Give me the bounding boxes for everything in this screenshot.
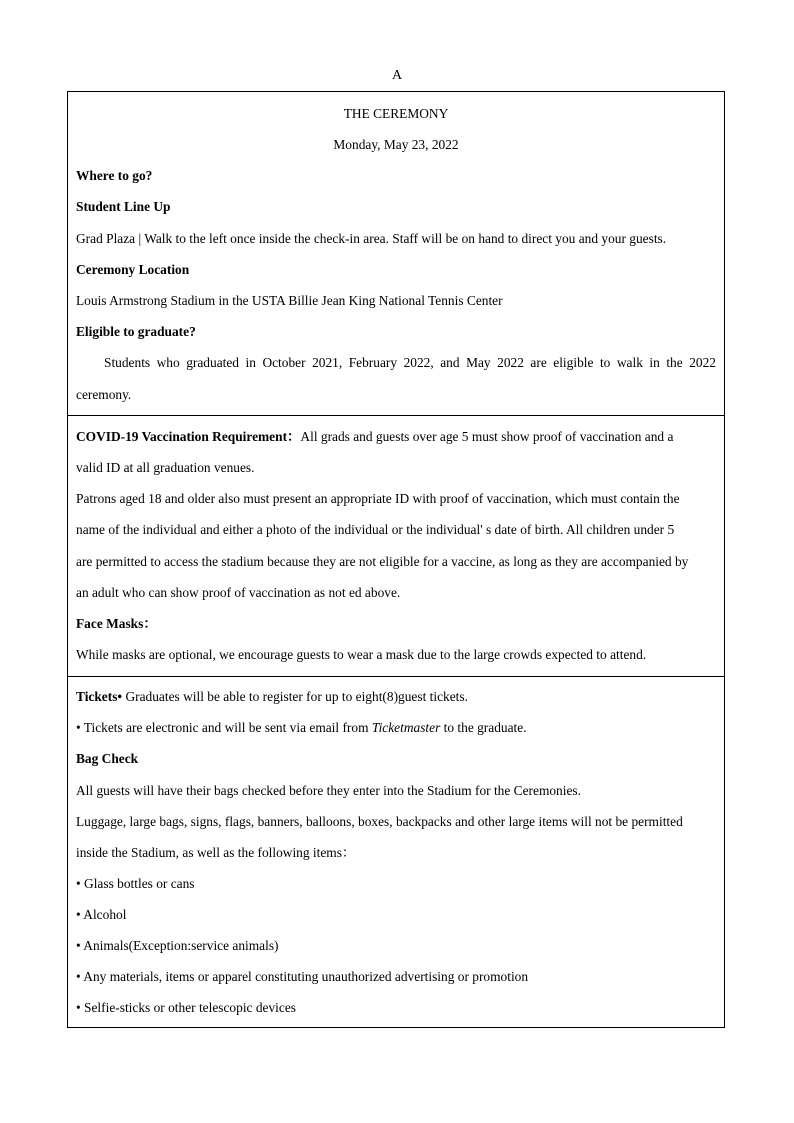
luggage-line-2: inside the Stadium, as well as the following items： bbox=[76, 845, 356, 860]
patrons-line-4: an adult who can show proof of vaccination as not ed above. bbox=[76, 585, 401, 600]
covid-text: All grads and guests over age 5 must show proof of vaccination and a bbox=[300, 429, 674, 444]
tickets-line bbox=[76, 687, 716, 707]
ceremony-location-text: Louis Armstrong Stadium in the USTA Billie Jean King National Tennis Center bbox=[76, 293, 503, 308]
ceremony-title: THE CEREMONY bbox=[343, 106, 449, 121]
face-masks-heading: Face Masks： bbox=[76, 616, 157, 631]
student-line-up-text: Grad Plaza | Walk to the left once inside the check-in area. Staff will be on hand to direct you and your guests. bbox=[76, 231, 667, 246]
prohibited-item: • Animals(Exception:service animals) bbox=[76, 938, 279, 953]
patrons-line-2: name of the individual and either a photo of the individual or the individual' s date of birth. All children under 5 bbox=[76, 522, 675, 537]
ceremony-location-heading: Ceremony Location bbox=[76, 262, 190, 277]
bag-check-text: All guests will have their bags checked before they enter into the Stadium for the Ceremonies. bbox=[76, 783, 581, 798]
tickets-section bbox=[68, 676, 724, 1029]
luggage-line-1: Luggage, large bags, signs, flags, banners, balloons, boxes, backpacks and other large items will not be permitted bbox=[76, 814, 683, 829]
eligible-text-line-2: ceremony. bbox=[76, 387, 132, 402]
eligible-text-line-1: Students who graduated in October 2021, February 2022, and May 2022 are eligible to walk in the 2022 bbox=[104, 355, 716, 370]
tickets-heading: Tickets bbox=[76, 689, 118, 704]
covid-text-line-2: valid ID at all graduation venues. bbox=[76, 460, 255, 475]
tickets-electronic-text: • Tickets are electronic and will be sent via email from bbox=[76, 720, 372, 735]
ceremony-section bbox=[68, 92, 724, 415]
tickets-bullet: • bbox=[117, 689, 123, 704]
student-line-up-heading: Student Line Up bbox=[76, 199, 171, 214]
covid-line-1 bbox=[76, 427, 716, 447]
where-to-go-heading: Where to go? bbox=[76, 168, 153, 183]
tickets-electronic-end: to the graduate. bbox=[440, 720, 527, 735]
patrons-line-3: are permitted to access the stadium because they are not eligible for a vaccine, as long as they are accompanied by bbox=[76, 554, 689, 569]
ceremony-date: Monday, May 23, 2022 bbox=[333, 137, 459, 152]
tickets-text: Graduates will be able to register for up to eight(8)guest tickets. bbox=[122, 689, 468, 704]
face-masks-text: While masks are optional, we encourage guests to wear a mask due to the large crowds expected to attend. bbox=[76, 647, 647, 662]
covid-heading: COVID-19 Vaccination Requirement： bbox=[76, 429, 301, 444]
prohibited-item: • Any materials, items or apparel constituting unauthorized advertising or promotion bbox=[76, 969, 529, 984]
eligible-heading: Eligible to graduate? bbox=[76, 324, 196, 339]
ticketmaster-text: Ticketmaster bbox=[371, 720, 441, 735]
bag-check-heading: Bag Check bbox=[76, 751, 139, 766]
patrons-line-1: Patrons aged 18 and older also must present an appropriate ID with proof of vaccination, which must contain the bbox=[76, 491, 680, 506]
page-label: A bbox=[391, 68, 403, 83]
tickets-electronic-line bbox=[76, 718, 716, 738]
prohibited-item: • Selfie-sticks or other telescopic devices bbox=[76, 1000, 296, 1015]
prohibited-item: • Glass bottles or cans bbox=[76, 876, 195, 891]
ceremony-info-box bbox=[67, 91, 725, 1028]
covid-section bbox=[68, 415, 724, 677]
prohibited-item: • Alcohol bbox=[76, 907, 127, 922]
